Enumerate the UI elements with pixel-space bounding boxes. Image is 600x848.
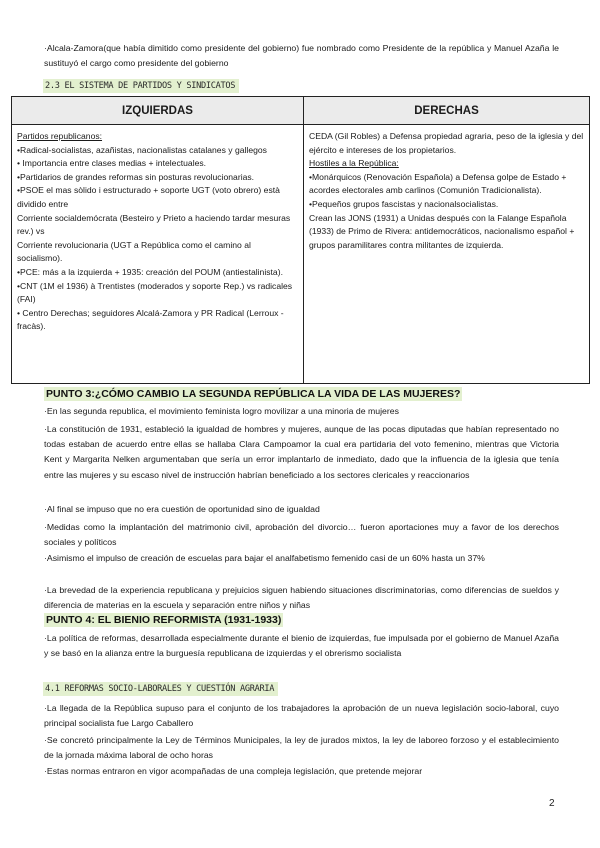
left-line: Corriente revolucionaria (UGT a República como el camino al socialismo).: [17, 239, 251, 264]
punto4-heading: PUNTO 4: EL BIENIO REFORMISTA (1931-1933): [46, 614, 282, 626]
punto3-paragraph: ·Asimismo el impulso de creación de escuelas para bajar el analfabetismo femenido casi de un 60% hasta un 37%: [44, 553, 485, 563]
right-line: •Monárquicos (Renovación Española) a Defensa golpe de Estado + acordes electorales amb carlinos (Comunión Tradicionalista).: [309, 171, 567, 196]
punto3-paragraph: ·Al final se impuso que no era cuestión de oportunidad sino de igualdad: [44, 504, 320, 514]
punto4-paragraph: ·La política de reformas, desarrollada especialmente durante el bienio de izquierdas, fue impulsada por el gobierno de Manuel Azaña y se basó en la alianza entre la burguesía republicana de izquierdas y el obrerismo socialista: [44, 633, 559, 659]
punto3-paragraph: ·La brevedad de la experiencia republicana y prejuicios siguen habiendo situaciones discriminatorias, como diferencias de sueldos y diferencia de materias en la escuela y separación entre niños y niñas: [44, 585, 559, 611]
left-line: Partidos republicanos:: [17, 131, 103, 141]
left-line: •PSOE el mas sòlido i estructurado + soporte UGT (voto obrero) està dividido entre: [17, 185, 280, 209]
right-line: •Pequeños grupos fascistas y nacionalsocialistas.: [309, 198, 499, 209]
left-line: • Centro Derechas; seguidores Alcalá-Zamora y PR Radical (Lerroux - fracàs).: [17, 307, 284, 332]
parties-table: [11, 96, 590, 384]
section-4-1-paragraph: ·Estas normas entraron en vigor acompañadas de una compleja legislación, que pretende mejorar: [44, 766, 423, 776]
punto3-paragraph: ·En las segunda republica, el movimiento feminista logro movilizar a una minoria de mujeres: [44, 406, 399, 416]
section-4-1-paragraph: ·La llegada de la República supuso para el conjunto de los trabajadores la aprobación de un nueva legislación socio-laboral, cuyo principal socialista fue Largo Caballero: [44, 703, 559, 729]
right-line: CEDA (Gil Robles) a Defensa propiedad agraria, peso de la iglesia y del ejército e intereses de los propietarios.: [309, 131, 584, 155]
left-line: Corriente socialdemócrata (Besteiro y Prieto a haciendo tardar mesuras rev.) vs: [17, 212, 291, 237]
punto3-heading: PUNTO 3:¿CÓMO CAMBIO LA SEGUNDA REPÚBLICA LA VIDA DE LAS MUJERES?: [46, 388, 461, 400]
right-column-header: DERECHAS: [304, 97, 590, 125]
right-line: Hostiles a la República:: [309, 158, 399, 169]
left-column-header: IZQUIERDAS: [12, 97, 304, 125]
punto3-paragraph: ·Medidas como la implantación del matrimonio civil, aprobación del divorcio… fueron aportaciones muy a favor de los derechos sociales y políticos: [44, 522, 559, 548]
left-line: •Partidarios de grandes reformas sin posturas revolucionarias.: [17, 171, 255, 182]
left-line: •CNT (1M el 1936) à Trentistes (moderados y soporte Rep.) vs radicales (FAI): [17, 280, 293, 305]
left-line: •Radical-socialistas, azañistas, nacionalistas catalanes y gallegos: [17, 144, 267, 155]
section-heading-2-3: 2.3 EL SISTEMA DE PARTIDOS Y SINDICATOS: [43, 79, 239, 93]
intro-paragraph: ·Alcala-Zamora(que había dimitido como presidente del gobierno) fue nombrado como Presidente de la república y Manuel Azaña le sustituyó el cargo como presidente del gobierno: [44, 43, 559, 69]
left-line: • Importancia entre clases medias + intelectuales.: [17, 158, 207, 169]
left-column-cell: [12, 125, 304, 384]
section-4-1-paragraph: ·Se concretó principalmente la Ley de Términos Municipales, la ley de jurados mixtos, la ley de laboreo forzoso y el establecimiento de la jornada máxima laboral de ocho horas: [44, 735, 559, 761]
right-line: Crean las JONS (1931) a Unidas después con la Falange Española (1933) de Primo de Rivera: antidemocráticos, nacionalismo español + grupos paramilitares contra militantes de izquierda.: [309, 212, 575, 250]
punto3-paragraph: ·La constitución de 1931, estableció la igualdad de hombres y mujeres, aunque de las pocas diputadas que habían representado no todas estaban de acuerdo entre ellas se hallaba Clara Campoamor la cual era partidaria del voto femenino, mientras que Victoria Kent y Margarita Nelken argumentaban que sería un error implantarlo de inmediato, dado que la influencia de la iglesia que tenía entre las mujeres y su escaso nivel de instrucción habrían beneficiado a los sectores clericales y reaccionarios: [44, 424, 559, 480]
section-heading-4-1: 4.1 REFORMAS SOCIO-LABORALES Y CUESTIÓN AGRARIA: [43, 682, 278, 696]
right-column-cell: [304, 125, 590, 384]
page-number: 2: [549, 798, 555, 809]
left-line: •PCE: más a la izquierda + 1935: creación del POUM (antiestalinista).: [17, 266, 283, 277]
